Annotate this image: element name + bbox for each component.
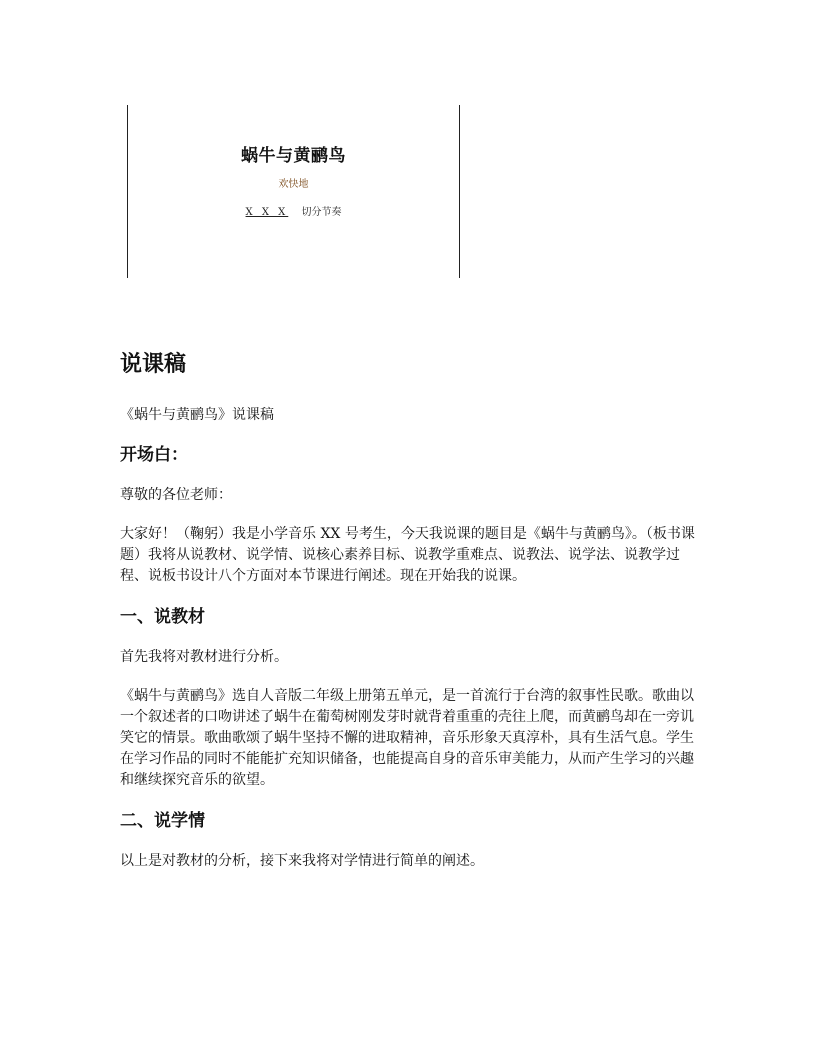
heading-textbook: 一、说教材 xyxy=(120,607,205,627)
heading-students: 二、说学情 xyxy=(120,811,205,831)
students-lead: 以上是对教材的分析，接下来我将对学情进行简单的阐述。 xyxy=(120,853,484,869)
textbook-lead: 首先我将对教材进行分析。 xyxy=(120,649,288,665)
opening-paragraph: 大家好！（鞠躬）我是小学音乐 XX 号考生，今天我说课的题目是《蜗牛与黄鹂鸟》。（板书课题）我将从说教材、说学情、说核心素养目标、说教学重难点、说教法、说学法、说教学过程、说板书设计八个方面对本节课进行阐述。现在开始我的说课。 xyxy=(120,526,695,584)
document-body xyxy=(120,350,702,872)
rhythm-label: 切分节奏 xyxy=(301,207,342,218)
rhythm-notation: X X X xyxy=(245,207,289,218)
board-subtitle: 欢快地 xyxy=(278,179,309,190)
board-design-figure xyxy=(127,105,460,278)
heading-opening: 开场白： xyxy=(120,445,188,465)
board-rhythm-line xyxy=(128,203,459,218)
board-title: 蜗牛与黄鹂鸟 xyxy=(241,146,346,166)
page-title: 说课稿 xyxy=(120,352,187,377)
greeting-text: 尊敬的各位老师： xyxy=(120,487,232,503)
intro-line: 《蜗牛与黄鹂鸟》说课稿 xyxy=(120,407,274,423)
textbook-paragraph: 《蜗牛与黄鹂鸟》选自人音版二年级上册第五单元，是一首流行于台湾的叙事性民歌。歌曲以一个叙述者的口吻讲述了蜗牛在葡萄树刚发芽时就背着重重的壳往上爬，而黄鹂鸟却在一旁讥笑它的情景。歌曲歌颂了蜗牛坚持不懈的进取精神，音乐形象天真淳朴，具有生活气息。学生在学习作品的同时不能能扩充知识储备，也能提高自身的音乐审美能力，从而产生学习的兴趣和继续探究音乐的欲望。 xyxy=(120,688,694,788)
